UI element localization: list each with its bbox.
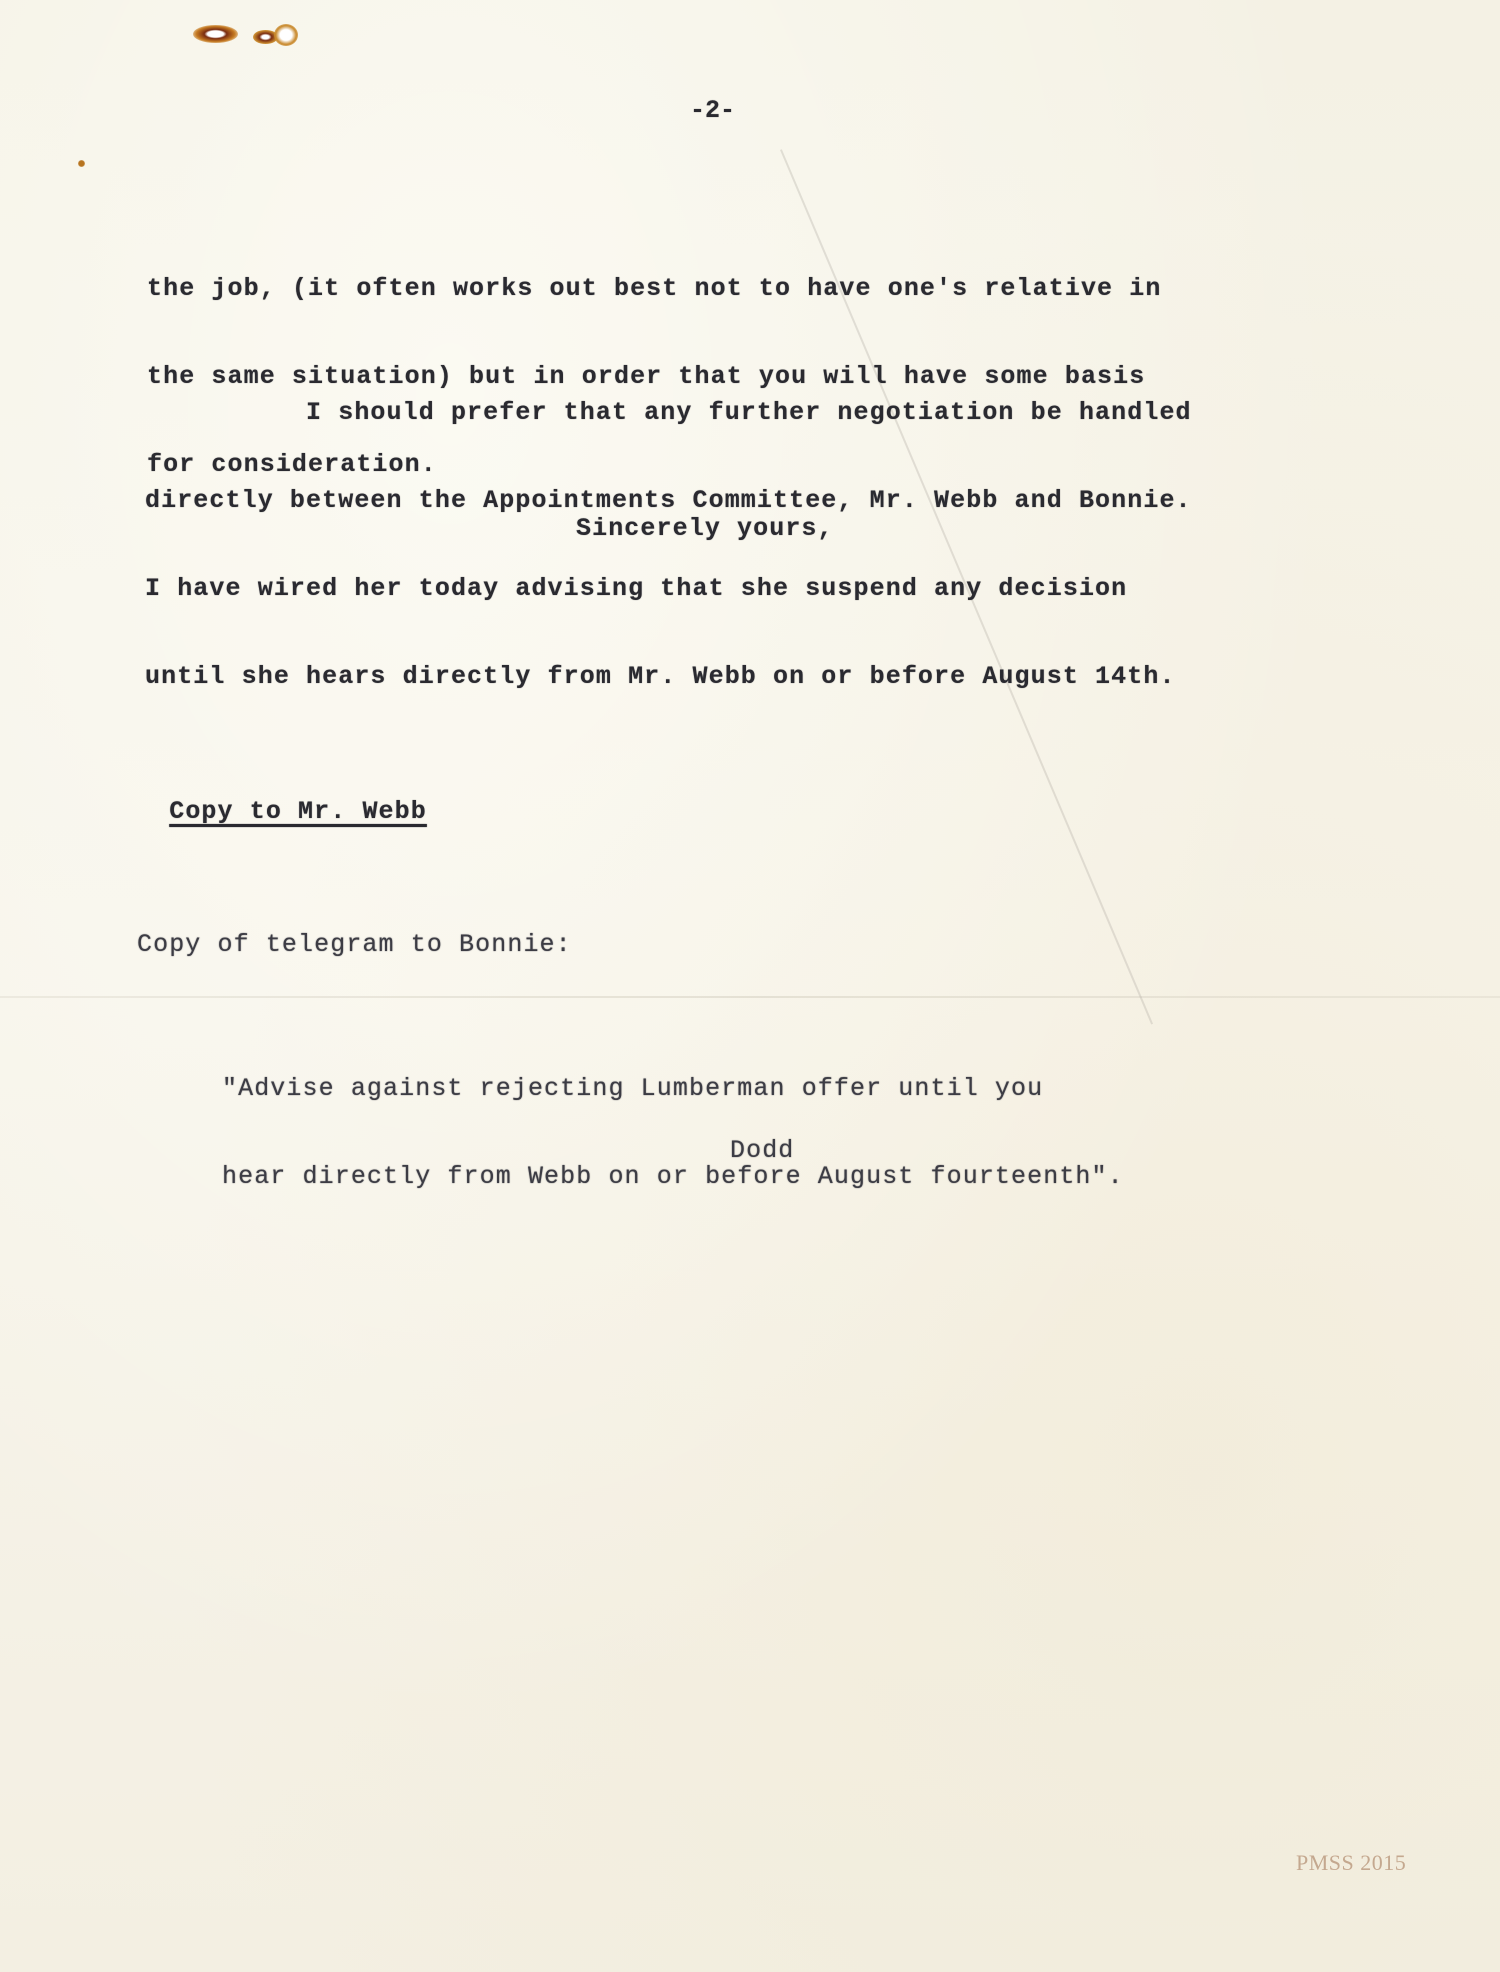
paper-fold-line — [0, 996, 1500, 998]
rust-spot — [78, 160, 85, 167]
rust-stain — [274, 24, 298, 46]
text-line: I have wired her today advising that she suspend any decision — [145, 574, 1128, 603]
text-line: hear directly from Webb on or before August fourteenth". — [222, 1162, 1124, 1191]
telegram-heading: Copy of telegram to Bonnie: — [137, 930, 572, 959]
archive-watermark: PMSS 2015 — [1296, 1850, 1407, 1875]
text-line: the job, (it often works out best not to have one's relative in — [147, 274, 1162, 303]
text-line: for consideration. — [147, 450, 437, 479]
closing: Sincerely yours, — [576, 514, 834, 543]
copy-notation-text: Copy to Mr. Webb — [169, 797, 427, 826]
text-line: the same situation) but in order that you will have some basis — [147, 362, 1146, 391]
rust-stain — [193, 25, 238, 43]
text-line: I should prefer that any further negotiation be handled — [145, 398, 1192, 427]
telegram-signature: Dodd — [730, 1136, 795, 1165]
telegram-body — [222, 1016, 1124, 1221]
page-number: -2- — [690, 96, 736, 125]
copy-notation — [137, 768, 427, 826]
text-line: until she hears directly from Mr. Webb on or before August 14th. — [145, 662, 1176, 691]
text-line: directly between the Appointments Committee, Mr. Webb and Bonnie. — [145, 486, 1192, 515]
text-line: "Advise against rejecting Lumberman offer until you — [222, 1074, 1044, 1103]
